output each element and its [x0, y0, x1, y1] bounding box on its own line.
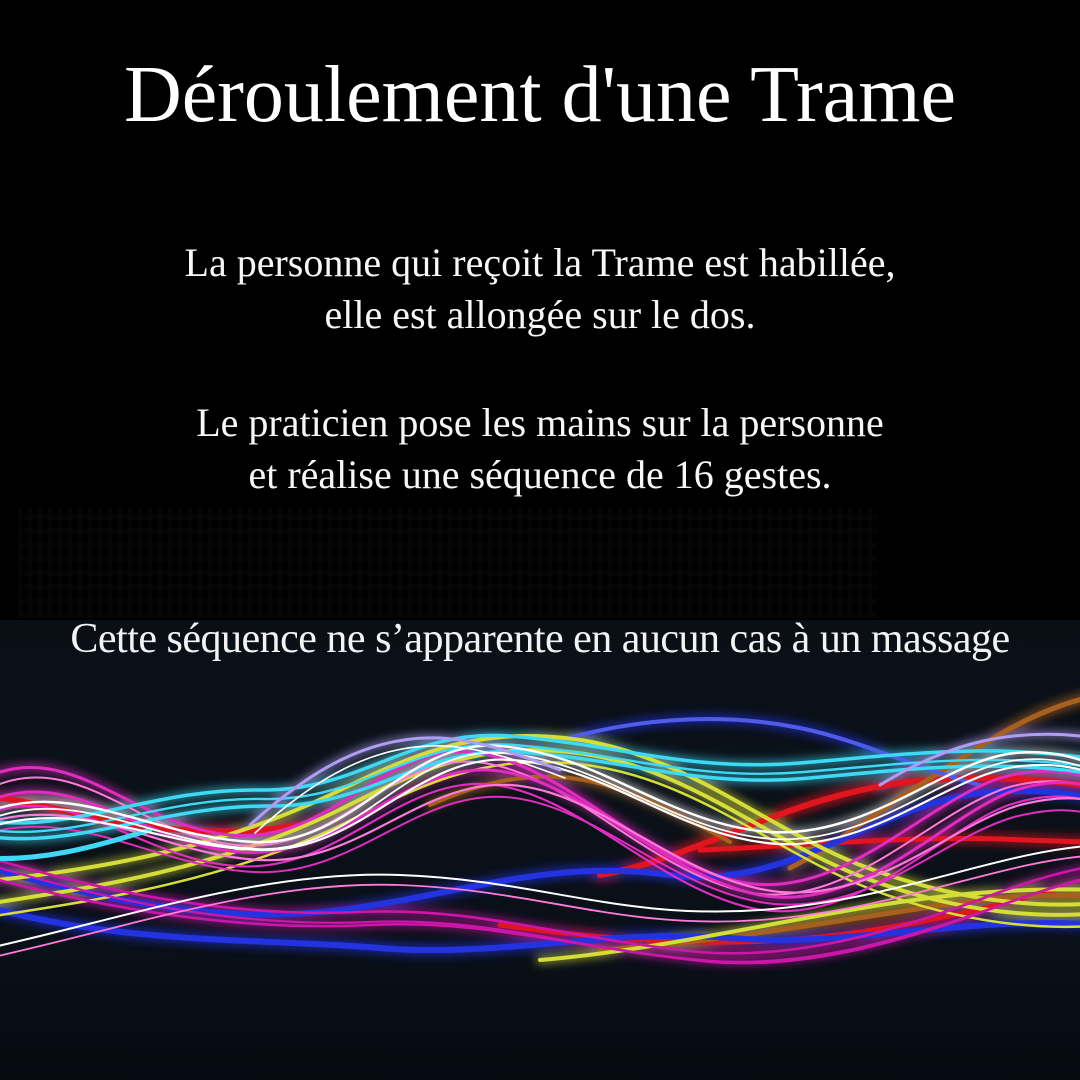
note-line: Cette séquence ne s’apparente en aucun cas à un massage	[70, 616, 1010, 662]
light-wave-trails-image	[0, 620, 1080, 1080]
paragraph-2	[0, 397, 1080, 501]
page-title: Déroulement d'une Trame	[123, 51, 957, 139]
wave-photo	[0, 616, 1080, 1080]
paragraph-1	[0, 237, 1080, 341]
paragraph-2-line-1: Le praticien pose les mains sur la personne	[196, 400, 884, 445]
paragraph-2-line-2: et réalise une séquence de 16 gestes.	[248, 452, 832, 497]
faint-texture-band	[18, 508, 878, 618]
paragraph-1-line-2: elle est allongée sur le dos.	[324, 292, 756, 337]
paragraph-1-line-1: La personne qui reçoit la Trame est habillée,	[184, 240, 896, 285]
